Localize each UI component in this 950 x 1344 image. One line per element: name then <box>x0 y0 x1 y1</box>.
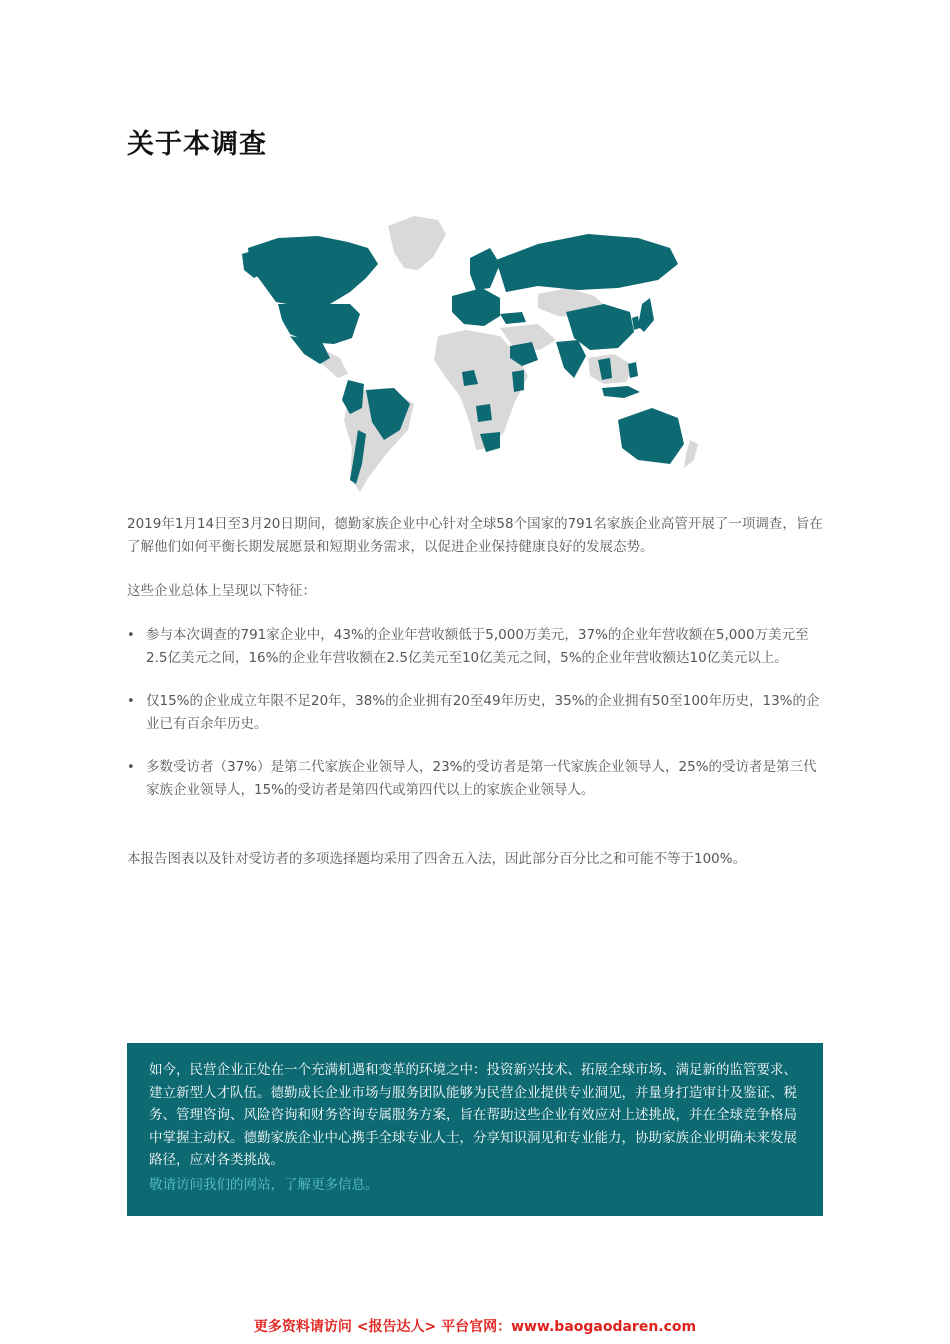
bullet-icon: • <box>127 760 135 775</box>
page-title: 关于本调查 <box>127 129 267 160</box>
features-lead: 这些企业总体上呈现以下特征： <box>127 583 316 599</box>
list-item <box>127 756 827 802</box>
website-link[interactable]: 敬请访问我们的网站，了解更多信息。 <box>149 1176 379 1193</box>
list-item <box>127 624 827 670</box>
list-item <box>127 690 827 736</box>
footer-banner[interactable]: 更多资料请访问 <报告达人> 平台官网：www.baogaodaren.com <box>253 1319 697 1335</box>
feature-list <box>127 624 827 822</box>
callout-text: 如今，民营企业正处在一个充满机遇和变革的环境之中：投资新兴技术、拓展全球市场、满足新的监管要求、建立新型人才队伍。德勤成长企业市场与服务团队能够为民营企业提供专业洞见，并量身打造审计及鉴证、税务、管理咨询、风险咨询和财务咨询专属服务方案，旨在帮助这些企业有效应对上述挑战，并在全球竞争格局中掌握主动权。德勤家族企业中心携手全球专业人士，分享知识洞见和专业能力，协助家族企业明确未来发展路径，应对各类挑战。 <box>149 1062 797 1168</box>
bullet-icon: • <box>127 628 135 643</box>
world-map-icon <box>238 208 714 492</box>
rounding-note: 本报告图表以及针对受访者的多项选择题均采用了四舍五入法，因此部分百分比之和可能不等于100%。 <box>127 851 747 867</box>
callout-box <box>127 1043 823 1216</box>
bullet-icon: • <box>127 694 135 709</box>
intro-paragraph: 2019年1月14日至3月20日期间，德勤家族企业中心针对全球58个国家的791名家族企业高管开展了一项调查，旨在了解他们如何平衡长期发展愿景和短期业务需求，以促进企业保持健康良好的发展态势。 <box>127 516 823 555</box>
list-item-text: 仅15%的企业成立年限不足20年，38%的企业拥有20至49年历史，35%的企业拥有50至100年历史，13%的企业已有百余年历史。 <box>146 693 820 732</box>
list-item-text: 多数受访者（37%）是第二代家族企业领导人，23%的受访者是第一代家族企业领导人，25%的受访者是第三代家族企业领导人，15%的受访者是第四代或第四代以上的家族企业领导人。 <box>146 759 817 798</box>
list-item-text: 参与本次调查的791家企业中，43%的企业年营收额低于5,000万美元，37%的企业年营收额在5,000万美元至2.5亿美元之间，16%的企业年营收额在2.5亿美元至10亿美元之间，5%的企业年营收额达10亿美元以上。 <box>146 627 809 666</box>
